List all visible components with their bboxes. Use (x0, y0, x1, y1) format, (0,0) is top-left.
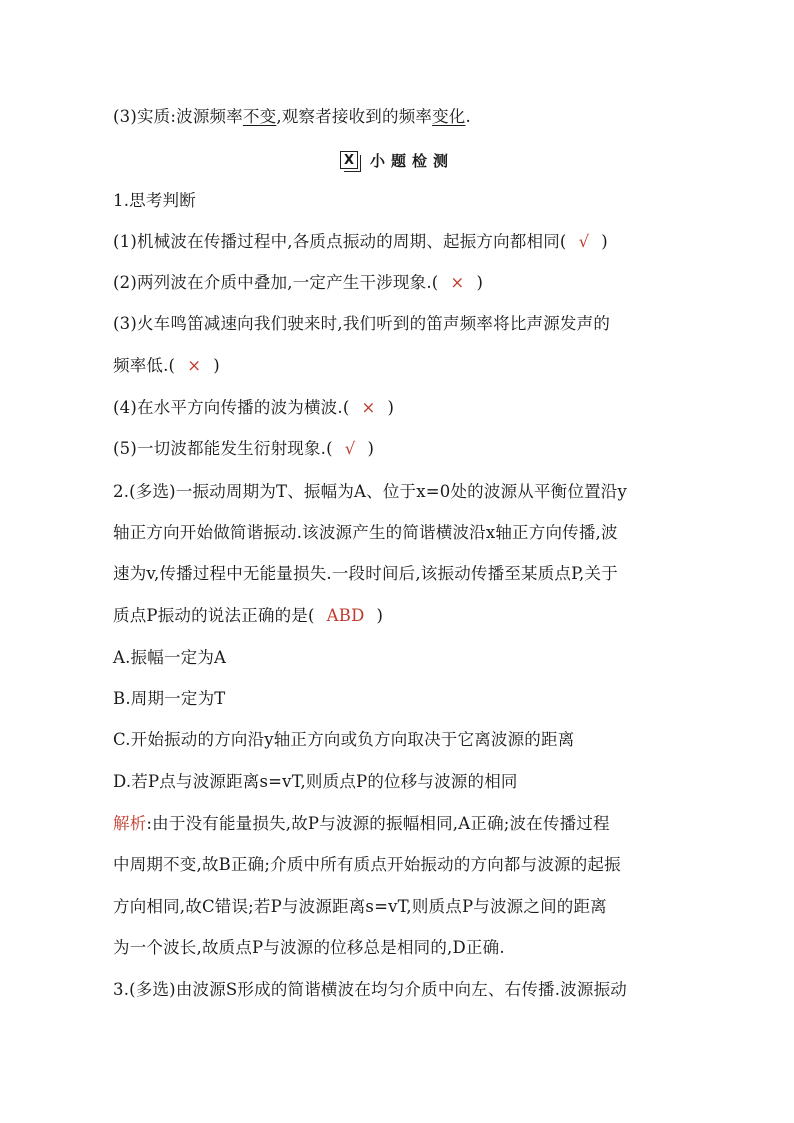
q2-stem-line-4 (113, 605, 693, 627)
q2-stem-line-3: 速为v,传播过程中无能量损失.一段时间后,该振动传播至某质点P,关于 (113, 564, 618, 583)
section-header (0, 148, 794, 172)
essence-line (113, 106, 693, 128)
q1-item-4-answer: × (361, 398, 376, 417)
q1-item-1-answer: √ (578, 232, 590, 251)
underline-unchanged: 不变 (242, 107, 277, 126)
q2-stem-close: ) (376, 606, 384, 625)
q1-item-4-text: (4)在水平方向传播的波为横波.( (113, 398, 350, 417)
q2-analysis-line-1 (113, 813, 693, 835)
q1-item-5 (113, 438, 693, 460)
q1-item-5-text: (5)一切波都能发生衍射现象.( (113, 439, 333, 458)
q1-item-1-close: ) (601, 232, 608, 251)
q2-option-c: C.开始振动的方向沿y轴正方向或负方向取决于它离波源的距离 (113, 730, 575, 749)
q2-analysis-line-4: 为一个波长,故质点P与波源的位移总是相同的,D正确. (113, 938, 505, 957)
q1-item-4 (113, 397, 693, 419)
q1-item-2-close: ) (476, 273, 484, 292)
q2-option-b: B.周期一定为T (113, 689, 226, 708)
q1-item-5-answer: √ (344, 439, 356, 458)
q1-item-5-close: ) (367, 439, 375, 458)
essence-middle: ,观察者接收到的频率 (276, 107, 433, 126)
q1-item-2-text: (2)两列波在介质中叠加,一定产生干涉现象.( (113, 273, 439, 292)
q2-analysis-line-2: 中周期不变,故B正确;介质中所有质点开始振动的方向都与波源的起振 (113, 855, 621, 874)
q2-stem-line-1: 2.(多选)一振动周期为T、振幅为A、位于x=0处的波源从平衡位置沿y (113, 482, 627, 501)
q3-stem-line-1: 3.(多选)由波源S形成的简谐横波在均匀介质中向左、右传播.波源振动 (113, 980, 627, 999)
essence-suffix: . (465, 107, 471, 126)
q2-stem-text: 质点P振动的说法正确的是( (113, 606, 315, 625)
q2-option-d: D.若P点与波源距离s=vT,则质点P的位移与波源的相同 (113, 772, 518, 791)
q2-answer: ABD (326, 606, 365, 625)
q1-item-2-answer: × (450, 273, 465, 292)
q2-analysis-line-3: 方向相同,故C错误;若P与波源距离s=vT,则质点P与波源之间的距离 (113, 897, 607, 916)
q1-item-1-text: (1)机械波在传播过程中,各质点振动的周期、起振方向都相同( (113, 232, 567, 251)
q1-item-1 (113, 231, 693, 253)
underline-changed: 变化 (432, 107, 466, 126)
q1-item-3-text: 频率低.( (113, 356, 176, 375)
q1-item-2 (113, 272, 693, 294)
q1-item-3-close: ) (213, 356, 220, 375)
essence-prefix: (3)实质:波源频率 (113, 107, 243, 126)
q2-option-a: A.振幅一定为A (113, 648, 227, 667)
q1-item-4-close: ) (387, 398, 395, 417)
q2-stem-line-2: 轴正方向开始做简谐振动.该波源产生的简谐横波沿x轴正方向传播,波 (113, 523, 618, 542)
q1-heading: 1.思考判断 (113, 191, 196, 210)
analysis-text-1: :由于没有能量损失,故P与波源的振幅相同,A正确;波在传播过程 (146, 814, 610, 833)
section-badge-icon: X (340, 151, 358, 169)
q1-item-3-line1: (3)火车鸣笛减速向我们驶来时,我们听到的笛声频率将比声源发声的 (113, 314, 611, 333)
q1-item-3-line2 (113, 355, 693, 377)
analysis-label: 解析 (113, 814, 147, 833)
section-title: 小题检测 (369, 151, 454, 170)
q1-item-3-answer: × (187, 356, 202, 375)
